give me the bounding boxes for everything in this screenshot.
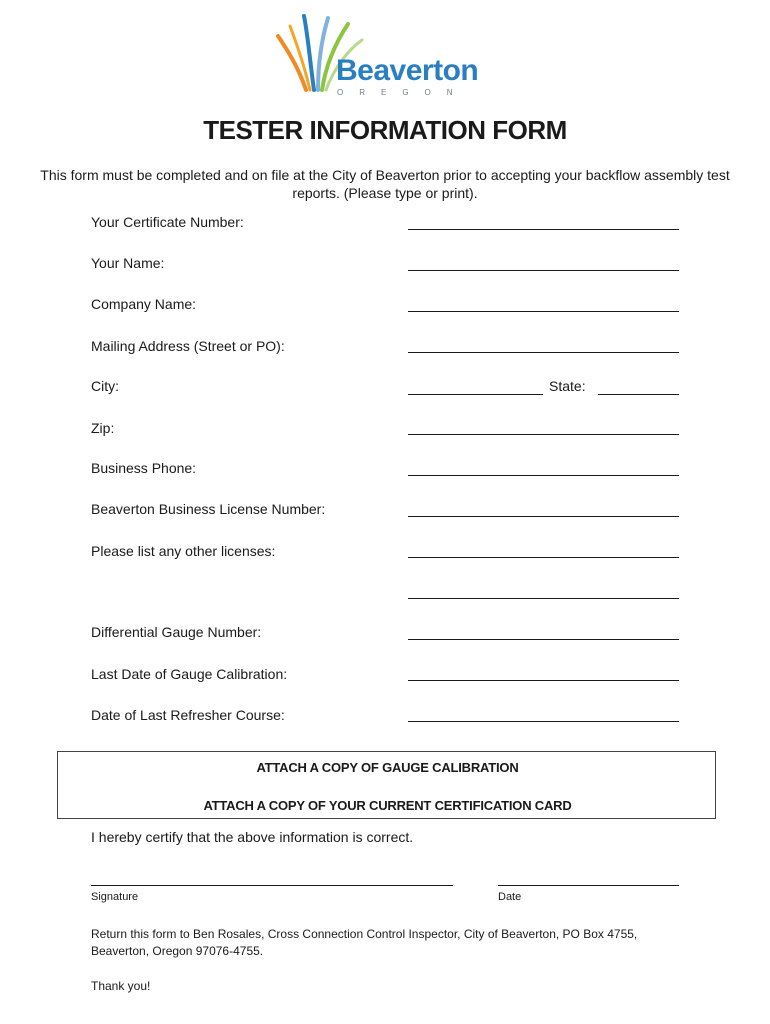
refresher-date-field[interactable] xyxy=(408,721,679,722)
page-title: TESTER INFORMATION FORM xyxy=(203,115,567,145)
logo-wordmark: Beaverton xyxy=(336,54,479,87)
mailing-label: Mailing Address (Street or PO): xyxy=(91,338,285,354)
signature-caption: Signature xyxy=(91,891,139,903)
calibration-date-label: Last Date of Gauge Calibration: xyxy=(91,666,288,682)
certify-statement: I hereby certify that the above information is correct. xyxy=(91,829,414,845)
return-instructions: Return this form to Ben Rosales, Cross Connection Control Inspector, City of Beaverton, PO Box 4755, Beaverton, Oregon 97076-4755. xyxy=(91,927,638,958)
attach-notice-box xyxy=(57,751,716,819)
date-caption: Date xyxy=(498,891,522,903)
gauge-number-field[interactable] xyxy=(408,639,679,640)
state-label: State: xyxy=(549,378,586,394)
attach-calibration-text: ATTACH A COPY OF GAUGE CALIBRATION xyxy=(256,760,519,775)
mailing-field[interactable] xyxy=(408,352,679,353)
intro-text: This form must be completed and on file at the City of Beaverton prior to accepting your backflow assembly test reports. (Please type or print). xyxy=(40,167,730,201)
zip-label: Zip: xyxy=(91,420,115,436)
certificate-field[interactable] xyxy=(408,229,679,230)
name-field[interactable] xyxy=(408,270,679,271)
other-licenses-label: Please list any other licenses: xyxy=(91,543,276,559)
calibration-date-field[interactable] xyxy=(408,680,679,681)
license-label: Beaverton Business License Number: xyxy=(91,501,326,517)
gauge-number-label: Differential Gauge Number: xyxy=(91,624,262,640)
other-licenses-field-2[interactable] xyxy=(408,598,679,599)
city-label: City: xyxy=(91,378,119,394)
city-field[interactable] xyxy=(408,394,543,395)
zip-field[interactable] xyxy=(408,434,679,435)
name-label: Your Name: xyxy=(91,255,165,271)
signature-field[interactable] xyxy=(91,885,453,886)
phone-label: Business Phone: xyxy=(91,460,197,476)
phone-field[interactable] xyxy=(408,475,679,476)
company-label: Company Name: xyxy=(91,296,197,312)
company-field[interactable] xyxy=(408,311,679,312)
thank-you-text: Thank you! xyxy=(91,979,151,993)
refresher-date-label: Date of Last Refresher Course: xyxy=(91,707,285,723)
state-field[interactable] xyxy=(598,394,679,395)
attach-certification-text: ATTACH A COPY OF YOUR CURRENT CERTIFICATION CARD xyxy=(203,798,572,813)
logo-subtitle: OREGON xyxy=(337,88,469,97)
license-field[interactable] xyxy=(408,516,679,517)
date-field[interactable] xyxy=(498,885,679,886)
other-licenses-field-1[interactable] xyxy=(408,557,679,558)
certificate-label: Your Certificate Number: xyxy=(91,214,244,230)
